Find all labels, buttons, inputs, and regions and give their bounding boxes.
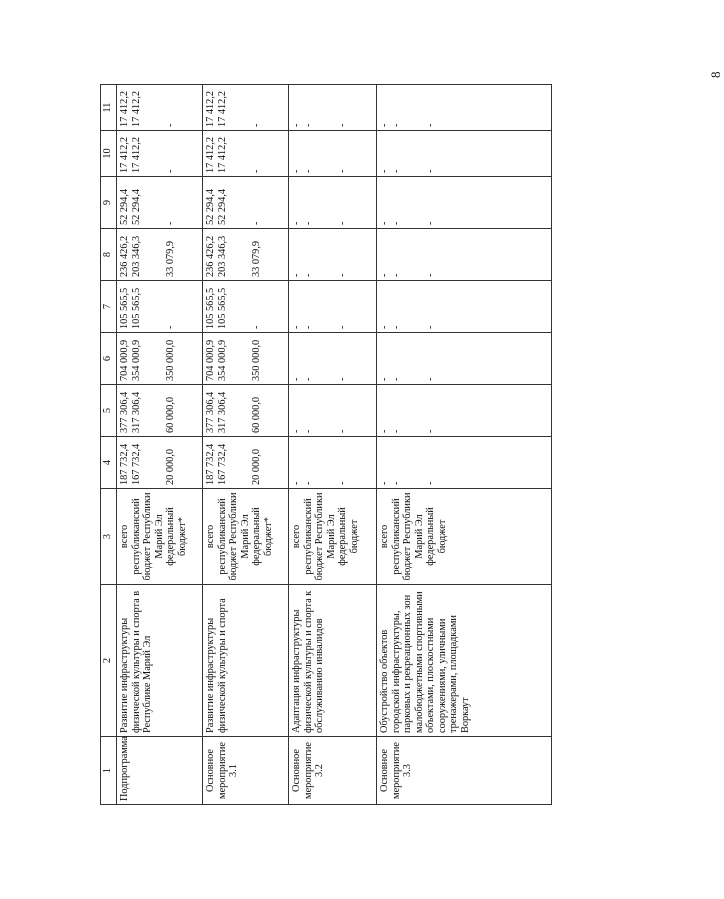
value-line: 33 079,9 — [251, 240, 262, 277]
line-gap — [402, 284, 414, 329]
value-line: 52 294,4 — [119, 188, 130, 225]
funding-source-label: федеральный бюджет — [337, 507, 360, 566]
table-row — [377, 85, 552, 805]
value-line: - — [379, 221, 390, 225]
table-row — [203, 85, 289, 805]
value-line: - — [425, 169, 436, 173]
funding-source-label: республиканский бюджет Республики Марий Эл — [216, 492, 251, 581]
line-gap — [402, 134, 414, 173]
value-line: - — [390, 273, 402, 277]
rotated-table-area — [100, 85, 610, 805]
line-gap — [314, 232, 326, 277]
value-line: 33 079,9 — [165, 240, 176, 277]
line-gap — [228, 388, 240, 433]
line-gap — [314, 134, 326, 173]
value-line: 236 426,2 — [119, 235, 130, 277]
line-gap — [414, 88, 426, 127]
funding-source-label: всего — [119, 524, 130, 549]
value-line: - — [251, 221, 262, 225]
value-line: 17 412,2 — [119, 136, 130, 173]
value-line: - — [337, 377, 348, 381]
value-cell — [117, 385, 203, 437]
value-line: - — [337, 169, 348, 173]
value-line: 52 294,4 — [130, 188, 142, 225]
page-number: 8 — [708, 71, 723, 78]
value-line: - — [302, 377, 314, 381]
funding-source-label: федеральный бюджет* — [251, 507, 274, 566]
line-gap — [402, 440, 414, 485]
funding-source-cell — [377, 489, 552, 585]
line-gap — [142, 134, 154, 173]
line-gap — [142, 440, 154, 485]
line-gap — [154, 88, 166, 127]
line-gap — [402, 88, 414, 127]
value-line: - — [291, 377, 302, 381]
value-line: 60 000,0 — [165, 396, 176, 433]
value-cell — [377, 333, 552, 385]
col-header: 6 — [101, 333, 117, 385]
value-line: - — [291, 325, 302, 329]
value-cell — [377, 177, 552, 229]
value-line: 350 000,0 — [251, 339, 262, 381]
value-cell — [117, 85, 203, 131]
col-header: 7 — [101, 281, 117, 333]
value-line: - — [425, 429, 436, 433]
line-gap — [154, 134, 166, 173]
line-gap — [326, 232, 338, 277]
funding-source-label: всего — [291, 524, 302, 549]
value-line: 377 306,4 — [205, 391, 216, 433]
value-line: 17 412,2 — [130, 90, 142, 127]
col-header: 1 — [101, 737, 117, 805]
value-cell — [377, 85, 552, 131]
value-cell — [289, 229, 377, 281]
value-line: - — [165, 123, 176, 127]
value-line: - — [337, 221, 348, 225]
line-gap — [240, 88, 252, 127]
value-cell — [117, 229, 203, 281]
line-gap — [228, 232, 240, 277]
value-line: 317 306,4 — [216, 391, 228, 433]
line-gap — [314, 180, 326, 225]
value-line: - — [379, 169, 390, 173]
value-cell — [117, 131, 203, 177]
value-line: - — [425, 273, 436, 277]
value-line: 17 412,2 — [216, 90, 228, 127]
col-header: 11 — [101, 85, 117, 131]
value-cell — [203, 85, 289, 131]
value-line: - — [165, 169, 176, 173]
value-cell — [117, 437, 203, 489]
funding-source-cell — [117, 489, 203, 585]
value-line: - — [165, 325, 176, 329]
value-line: - — [165, 221, 176, 225]
line-gap — [414, 180, 426, 225]
value-cell — [289, 437, 377, 489]
value-line: 105 565,5 — [119, 287, 130, 329]
line-gap — [414, 336, 426, 381]
line-gap — [240, 284, 252, 329]
value-line: - — [379, 377, 390, 381]
line-gap — [228, 284, 240, 329]
value-line: - — [251, 123, 262, 127]
line-gap — [142, 88, 154, 127]
value-line: 236 426,2 — [205, 235, 216, 277]
value-line: 105 565,5 — [205, 287, 216, 329]
value-cell — [117, 333, 203, 385]
col-header: 4 — [101, 437, 117, 489]
line-gap — [314, 440, 326, 485]
value-line: - — [390, 429, 402, 433]
line-gap — [240, 440, 252, 485]
value-line: 203 346,3 — [130, 235, 142, 277]
value-line: 704 000,9 — [205, 339, 216, 381]
line-gap — [326, 88, 338, 127]
value-cell — [203, 131, 289, 177]
value-line: 317 306,4 — [130, 391, 142, 433]
funding-source-label: всего — [205, 524, 216, 549]
col-header: 3 — [101, 489, 117, 585]
line-gap — [326, 336, 338, 381]
line-gap — [228, 134, 240, 173]
value-cell — [203, 229, 289, 281]
row-section-cell: Подпрограмма — [117, 737, 203, 805]
value-line: - — [251, 169, 262, 173]
line-gap — [142, 284, 154, 329]
value-line: 354 000,9 — [130, 339, 142, 381]
value-line: 17 412,2 — [119, 90, 130, 127]
value-cell — [203, 437, 289, 489]
line-gap — [240, 388, 252, 433]
value-line: - — [390, 169, 402, 173]
value-cell — [117, 281, 203, 333]
value-line: - — [302, 273, 314, 277]
col-header: 8 — [101, 229, 117, 281]
value-line: - — [379, 481, 390, 485]
value-line: 377 306,4 — [119, 391, 130, 433]
line-gap — [240, 232, 252, 277]
value-line: - — [379, 123, 390, 127]
line-gap — [154, 284, 166, 329]
line-gap — [142, 336, 154, 381]
value-line: - — [337, 481, 348, 485]
value-cell — [377, 385, 552, 437]
value-line: - — [390, 481, 402, 485]
value-cell — [289, 281, 377, 333]
funding-source-label: федеральный бюджет* — [165, 507, 188, 566]
value-line: 60 000,0 — [251, 396, 262, 433]
line-gap — [240, 180, 252, 225]
value-cell — [289, 385, 377, 437]
row-section-cell: Основное мероприятие 3.3 — [377, 737, 552, 805]
line-gap — [414, 232, 426, 277]
funding-source-cell — [289, 489, 377, 585]
col-header: 2 — [101, 585, 117, 737]
value-line: 52 294,4 — [205, 188, 216, 225]
value-cell — [117, 177, 203, 229]
line-gap — [154, 336, 166, 381]
line-gap — [154, 232, 166, 277]
value-line: 167 732,4 — [130, 443, 142, 485]
budget-table — [100, 84, 552, 805]
line-gap — [402, 232, 414, 277]
value-line: 20 000,0 — [251, 448, 262, 485]
value-line: - — [337, 429, 348, 433]
value-cell — [203, 385, 289, 437]
value-cell — [289, 131, 377, 177]
line-gap — [142, 232, 154, 277]
line-gap — [240, 336, 252, 381]
col-header: 5 — [101, 385, 117, 437]
value-line: - — [379, 273, 390, 277]
value-cell — [203, 281, 289, 333]
value-line: 17 412,2 — [205, 90, 216, 127]
funding-source-label: федеральный бюджет — [425, 507, 448, 566]
value-line: - — [425, 377, 436, 381]
funding-source-cell — [203, 489, 289, 585]
value-line: - — [425, 123, 436, 127]
value-cell — [203, 333, 289, 385]
value-line: 105 565,5 — [216, 287, 228, 329]
line-gap — [228, 440, 240, 485]
value-cell — [289, 85, 377, 131]
line-gap — [228, 180, 240, 225]
value-line: 20 000,0 — [165, 448, 176, 485]
value-cell — [289, 177, 377, 229]
value-line: - — [291, 273, 302, 277]
value-line: 350 000,0 — [165, 339, 176, 381]
value-line: 17 412,2 — [130, 136, 142, 173]
value-line: - — [291, 123, 302, 127]
value-line: - — [302, 221, 314, 225]
line-gap — [142, 180, 154, 225]
line-gap — [326, 180, 338, 225]
line-gap — [414, 440, 426, 485]
value-line: - — [337, 273, 348, 277]
line-gap — [326, 134, 338, 173]
value-line: 704 000,9 — [119, 339, 130, 381]
header-row — [101, 85, 117, 805]
col-header: 10 — [101, 131, 117, 177]
value-line: 187 732,4 — [119, 443, 130, 485]
value-line: - — [302, 123, 314, 127]
line-gap — [402, 336, 414, 381]
funding-source-label: всего — [379, 524, 390, 549]
value-line: - — [425, 221, 436, 225]
line-gap — [142, 388, 154, 433]
value-line: - — [390, 123, 402, 127]
value-line: - — [379, 325, 390, 329]
line-gap — [154, 388, 166, 433]
line-gap — [314, 336, 326, 381]
value-line: - — [302, 481, 314, 485]
value-line: - — [291, 429, 302, 433]
value-line: 105 565,5 — [130, 287, 142, 329]
value-line: - — [302, 325, 314, 329]
row-description-cell: Адаптация инфраструктуры физической культуры и спорта к обслуживанию инвалидов — [289, 585, 377, 737]
line-gap — [326, 284, 338, 329]
value-line: - — [379, 429, 390, 433]
funding-source-label: республиканский бюджет Республики Марий Эл — [130, 492, 165, 581]
value-line: - — [337, 325, 348, 329]
row-description-cell: Развитие инфраструктуры физической культуры и спорта — [203, 585, 289, 737]
funding-source-label: республиканский бюджет Республики Марий Эл — [390, 492, 425, 581]
value-line: 187 732,4 — [205, 443, 216, 485]
line-gap — [414, 388, 426, 433]
line-gap — [314, 88, 326, 127]
value-cell — [289, 333, 377, 385]
line-gap — [228, 336, 240, 381]
value-line: 167 732,4 — [216, 443, 228, 485]
line-gap — [228, 88, 240, 127]
row-section-cell: Основное мероприятие 3.1 — [203, 737, 289, 805]
line-gap — [402, 180, 414, 225]
line-gap — [414, 284, 426, 329]
value-line: 203 346,3 — [216, 235, 228, 277]
value-line: - — [390, 221, 402, 225]
value-line: 354 000,9 — [216, 339, 228, 381]
table-row — [117, 85, 203, 805]
value-line: - — [390, 325, 402, 329]
value-cell — [377, 437, 552, 489]
value-line: - — [251, 325, 262, 329]
line-gap — [326, 388, 338, 433]
row-description-cell: Развитие инфраструктуры физической культуры и спорта в Республике Марий Эл — [117, 585, 203, 737]
line-gap — [414, 134, 426, 173]
value-cell — [203, 177, 289, 229]
line-gap — [154, 180, 166, 225]
value-line: - — [302, 429, 314, 433]
line-gap — [240, 134, 252, 173]
value-cell — [377, 281, 552, 333]
value-line: - — [425, 481, 436, 485]
value-cell — [377, 229, 552, 281]
value-line: - — [337, 123, 348, 127]
value-line: - — [302, 169, 314, 173]
value-cell — [377, 131, 552, 177]
value-line: - — [390, 377, 402, 381]
line-gap — [314, 284, 326, 329]
line-gap — [402, 388, 414, 433]
value-line: - — [425, 325, 436, 329]
value-line: 52 294,4 — [216, 188, 228, 225]
col-header: 9 — [101, 177, 117, 229]
row-description-cell: Обустройство объектов городской инфраструктуры, парковых и рекреационных зон малобюджетными спортивными объектами, плоскостными сооружениями, уличными тренажерами, площадками Воркаут — [377, 585, 552, 737]
line-gap — [154, 440, 166, 485]
value-line: 17 412,2 — [216, 136, 228, 173]
value-line: - — [291, 221, 302, 225]
value-line: - — [291, 169, 302, 173]
funding-source-label: республиканский бюджет Республики Марий Эл — [302, 492, 337, 581]
value-line: - — [291, 481, 302, 485]
value-line: 17 412,2 — [205, 136, 216, 173]
line-gap — [314, 388, 326, 433]
row-section-cell: Основное мероприятие 3.2 — [289, 737, 377, 805]
table-row — [289, 85, 377, 805]
line-gap — [326, 440, 338, 485]
